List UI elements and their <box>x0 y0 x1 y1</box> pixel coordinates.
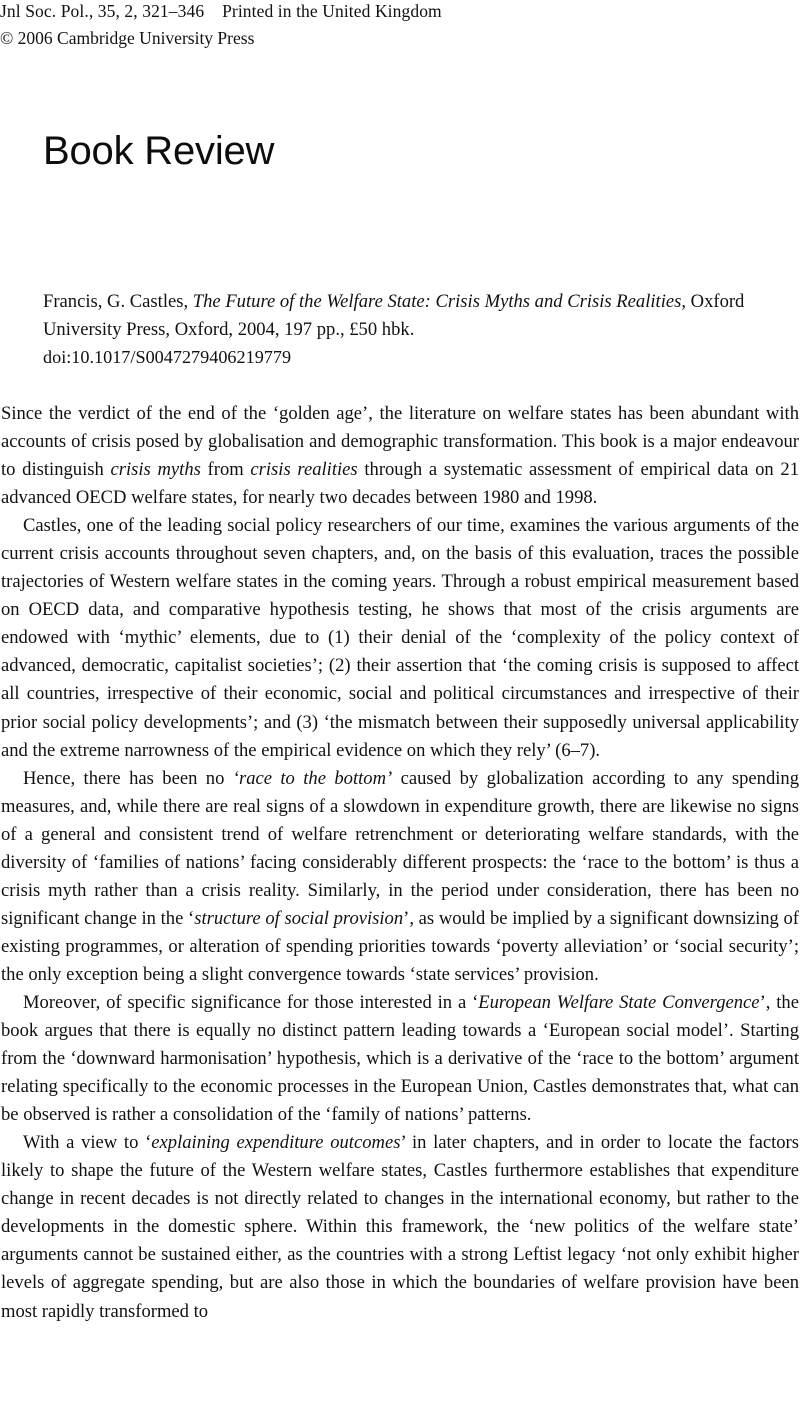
paragraph-3-text-part-2: caused by globalization according to any spending measures, and, while there are real signs of a slowdown in expenditure growth, there are likewise no signs of a general and consistent trend of welfare retrenchment or deteriorating welfare standards, with the diversity of ‘families of nations’ facing considerably different prospects: the ‘race to the bottom’ is thus a crisis myth rather than a crisis reality. Similarly, in the period under consideration, there has been no significant change in the ‘ <box>1 767 800 929</box>
paragraph-5-italic-explaining-expenditure-outcomes: explaining expenditure outcomes <box>151 1132 401 1154</box>
paragraph-1-text-part-3: through a systematic assessment of empirical data on 21 advanced OECD welfare states, for nearly two decades between 1980 and 1998. <box>1 459 799 509</box>
citation-author: Francis, G. Castles, <box>43 291 193 312</box>
paragraph-1-italic-crisis-realities: crisis realities <box>250 459 358 481</box>
paragraph-1-italic-crisis-myths: crisis myths <box>110 459 201 481</box>
body-paragraph-2 <box>1 512 799 764</box>
paragraph-5-text-part-2: ’ in later chapters, and in order to locate the factors likely to shape the future of the Western welfare states, Castles furthermore establishes that expenditure change in recent decades is not directly related to changes in the international economy, but rather to the developments in the domestic sphere. Within this framework, the ‘new politics of the welfare state’ arguments cannot be sustained either, as the countries with a strong Leftist legacy ‘not only exhibit higher levels of aggregate spending, but are also those in which the boundaries of welfare provision have been most rapidly transformed to <box>1 1132 799 1322</box>
body-paragraph-3 <box>1 765 799 989</box>
citation-book-title: The Future of the Welfare State: Crisis Myths and Crisis Realities <box>192 291 682 312</box>
paragraph-4-italic-european-welfare-state-convergence: European Welfare State Convergence <box>478 991 760 1013</box>
paragraph-3-italic-race-to-the-bottom: ‘race to the bottom’ <box>232 767 393 789</box>
running-head <box>0 0 800 49</box>
body-paragraph-4 <box>1 989 799 1129</box>
paragraph-4-text-part-2: ’, the book argues that there is equally no distinct pattern leading towards a ‘European social model’. Starting from the ‘downward harmonisation’ hypothesis, which is a derivative of the ‘race to the bottom’ argument relating specifically to the economic processes in the European Union, Castles demonstrates that, what can be observed is rather a consolidation of the ‘family of nations’ patterns. <box>1 991 799 1126</box>
paragraph-3-italic-structure-of-social-provision: structure of social provision <box>194 907 404 929</box>
citation-reference-line <box>43 288 800 343</box>
paragraph-3-text-part-3: ’, as would be implied by a significant downsizing of existing programmes, or alteration of spending priorities towards ‘poverty alleviation’ or ‘social security’; the only exception being a slight convergence towards ‘state services’ provision. <box>1 907 799 985</box>
paragraph-1-text-part-1: Since the verdict of the end of the ‘golden age’, the literature on welfare states has been abundant with accounts of crisis posed by globalisation and demographic transformation. This book is a major endeavour to distinguish <box>1 403 799 481</box>
page-title: Book Review <box>43 128 275 173</box>
paragraph-1-text-part-2: from <box>200 459 251 481</box>
paragraph-4-text-part-1: Moreover, of specific significance for those interested in a ‘ <box>23 991 479 1013</box>
paragraph-3-text-part-1: Hence, there has been no <box>23 767 233 789</box>
review-body <box>1 400 799 1326</box>
body-paragraph-1 <box>1 400 799 512</box>
running-head-journal-line: Jnl Soc. Pol., 35, 2, 321–346 Printed in the United Kingdom <box>0 1 442 21</box>
paragraph-5-text-part-1: With a view to ‘ <box>23 1132 152 1154</box>
body-paragraph-5 <box>1 1129 799 1325</box>
book-citation <box>43 288 800 372</box>
citation-doi: doi:10.1017/S0047279406219779 <box>43 347 292 367</box>
citation-publication-details: , Oxford University Press, Oxford, 2004, 197 pp., £50 hbk. <box>43 291 745 340</box>
paragraph-2-text: Castles, one of the leading social policy researchers of our time, examines the various arguments of the current crisis accounts throughout seven chapters, and, on the basis of this evaluation, traces the possible trajectories of Western welfare states in the coming years. Through a robust empirical measurement based on OECD data, and comparative hypothesis testing, he shows that most of the crisis arguments are endowed with ‘mythic’ elements, due to (1) their denial of the ‘complexity of the policy context of advanced, democratic, capitalist societies’; (2) their assertion that ‘the coming crisis is supposed to affect all countries, irrespective of their economic, social and political circumstances and irrespective of their prior social policy developments’; and (3) ‘the mismatch between their supposedly universal applicability and the extreme narrowness of the empirical evidence on which they rely’ (6–7). <box>1 515 799 761</box>
running-head-copyright-line: © 2006 Cambridge University Press <box>0 28 255 48</box>
